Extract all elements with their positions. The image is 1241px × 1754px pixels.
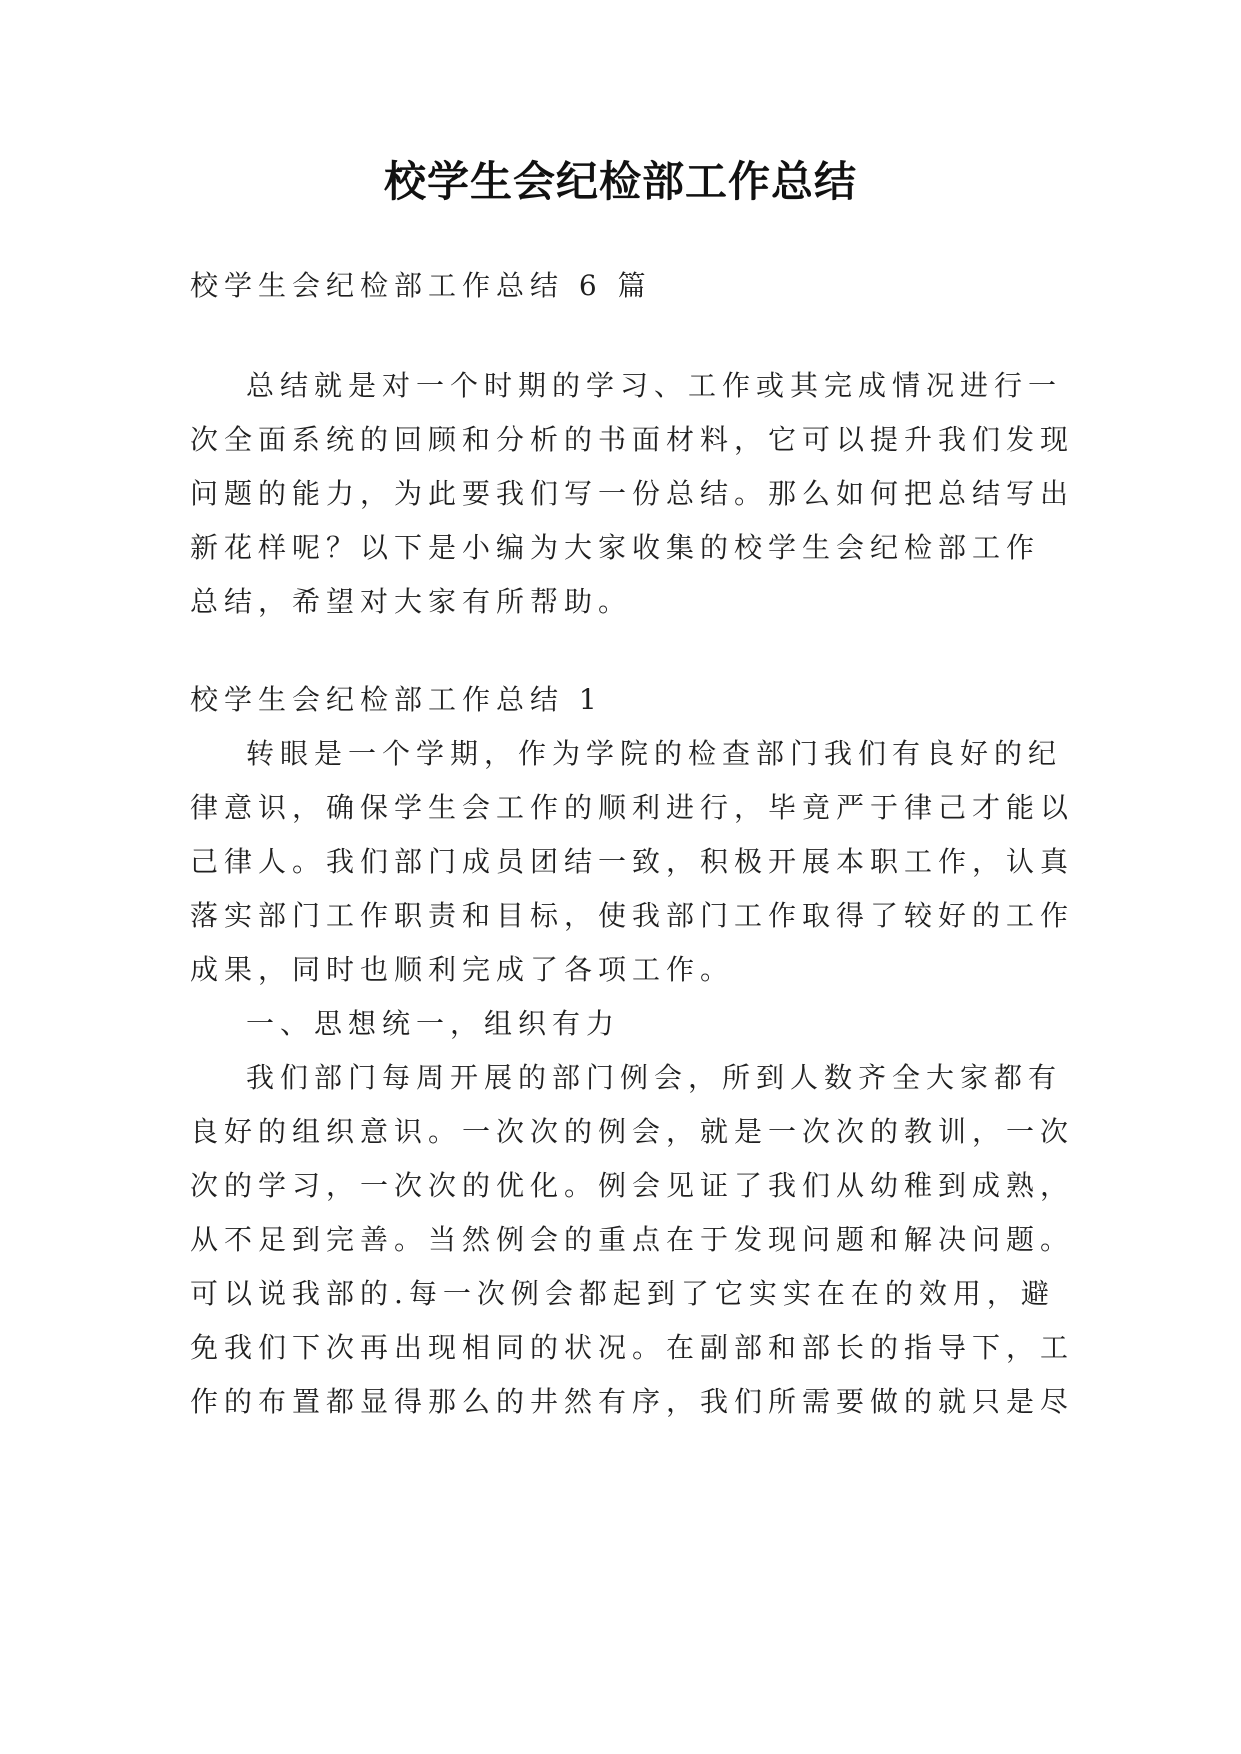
paragraph-line: 己律人。我们部门成员团结一致，积极开展本职工作，认真 bbox=[190, 845, 1075, 878]
intro-line: 次全面系统的回顾和分析的书面材料，它可以提升我们发现 bbox=[190, 423, 1075, 456]
section-heading: 校学生会纪检部工作总结 1 bbox=[190, 683, 603, 716]
intro-line: 问题的能力，为此要我们写一份总结。那么如何把总结写出 bbox=[190, 477, 1075, 510]
document-subtitle: 校学生会纪检部工作总结 6 篇 bbox=[190, 269, 652, 302]
paragraph-line: 转眼是一个学期，作为学院的检查部门我们有良好的纪 bbox=[246, 737, 1063, 770]
paragraph-line: 免我们下次再出现相同的状况。在副部和部长的指导下，工 bbox=[190, 1331, 1075, 1364]
subheading: 一、思想统一，组织有力 bbox=[246, 1007, 621, 1040]
paragraph-line: 良好的组织意识。一次次的例会，就是一次次的教训，一次 bbox=[190, 1115, 1075, 1148]
paragraph-line: 作的布置都显得那么的井然有序，我们所需要做的就只是尽 bbox=[190, 1385, 1075, 1418]
paragraph-line: 可以说我部的.每一次例会都起到了它实实在在的效用，避 bbox=[190, 1277, 1055, 1310]
paragraph-line: 我们部门每周开展的部门例会，所到人数齐全大家都有 bbox=[246, 1061, 1063, 1094]
paragraph-line: 从不足到完善。当然例会的重点在于发现问题和解决问题。 bbox=[190, 1223, 1075, 1256]
document-title: 校学生会纪检部工作总结 bbox=[383, 157, 857, 206]
paragraph-line: 落实部门工作职责和目标，使我部门工作取得了较好的工作 bbox=[190, 899, 1075, 932]
intro-line: 总结就是对一个时期的学习、工作或其完成情况进行一 bbox=[246, 369, 1063, 402]
paragraph-line: 律意识，确保学生会工作的顺利进行，毕竟严于律己才能以 bbox=[190, 791, 1075, 824]
paragraph-line: 次的学习，一次次的优化。例会见证了我们从幼稚到成熟， bbox=[190, 1169, 1075, 1202]
paragraph-line: 成果，同时也顺利完成了各项工作。 bbox=[190, 953, 735, 986]
intro-line: 新花样呢？以下是小编为大家收集的校学生会纪检部工作 bbox=[190, 531, 1041, 564]
intro-line: 总结，希望对大家有所帮助。 bbox=[190, 585, 633, 618]
